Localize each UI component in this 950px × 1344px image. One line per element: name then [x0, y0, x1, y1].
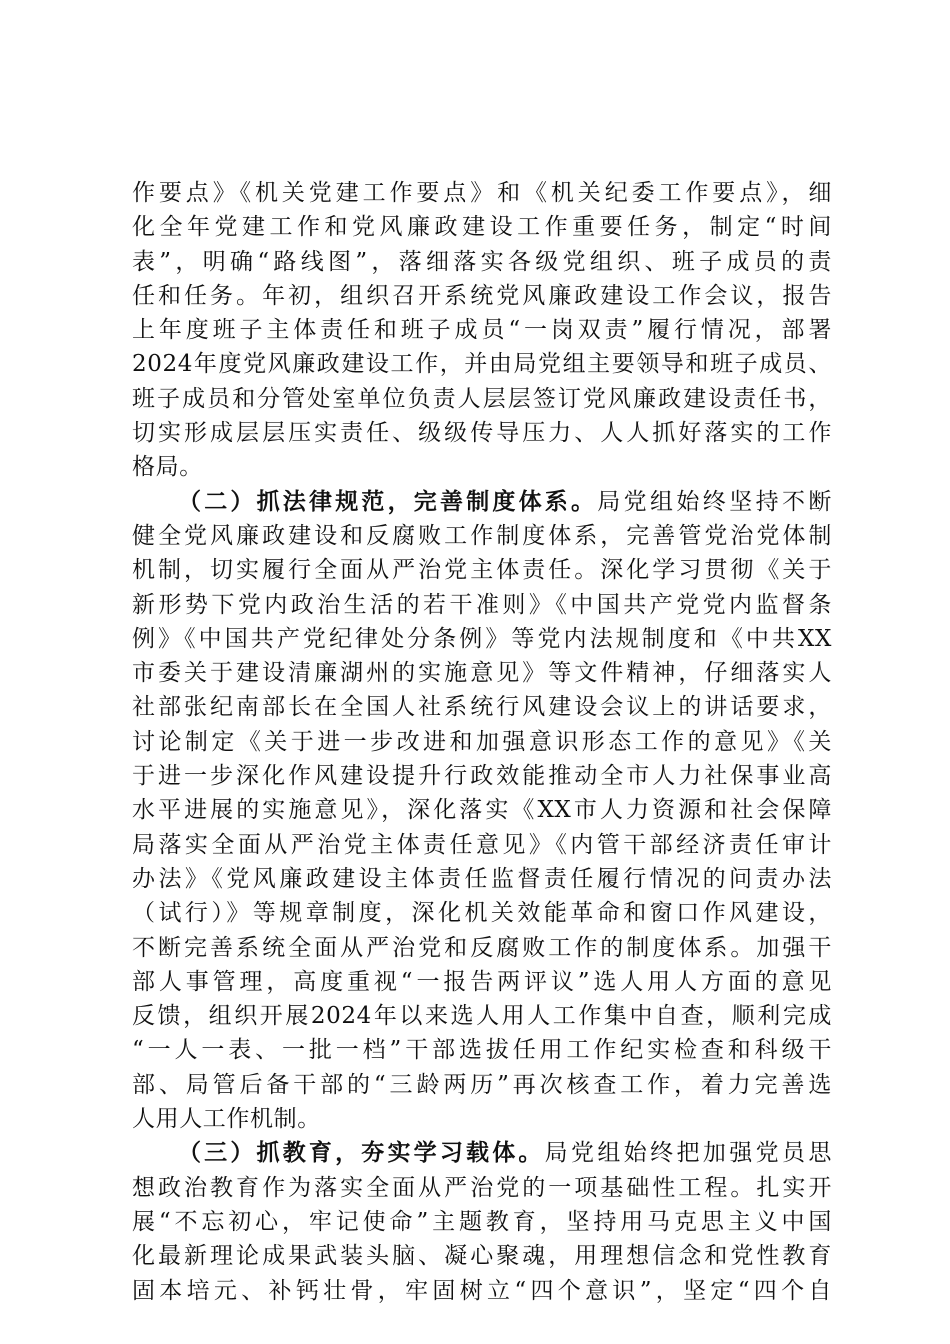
heading-trailing-text: 局党组始终把加强党员思	[544, 1140, 832, 1167]
text-line: 社部张纪南部长在全国人社系统行风建设会议上的讲话要求，	[132, 694, 832, 721]
paragraph-law-system	[132, 485, 832, 1137]
text-line: 固本培元、补钙壮骨，牢固树立“四个意识”，坚定“四个自	[132, 1277, 832, 1304]
text-line: 2024年度党风廉政建设工作，并由局党组主要领导和班子成员、	[132, 351, 832, 378]
text-line: 新形势下党内政治生活的若干准则》《中国共产党党内监督条	[132, 591, 832, 618]
text-line: 讨论制定《关于进一步改进和加强意识形态工作的意见》《关	[132, 728, 832, 755]
text-line	[132, 485, 832, 519]
document-body	[132, 176, 832, 1308]
text-line: 想政治教育作为落实全面从严治党的一项基础性工程。扎实开	[132, 1174, 832, 1201]
text-line: 切实形成层层压实责任、级级传导压力、人人抓好落实的工作	[132, 420, 832, 447]
section-heading: （二）抓法律规范，完善制度体系。	[178, 488, 598, 515]
text-line: 上年度班子主体责任和班子成员“一岗双责”履行情况，部署	[132, 317, 832, 344]
section-heading: （三）抓教育，夯实学习载体。	[178, 1140, 545, 1167]
text-line: 部、局管后备干部的“三龄两历”再次核查工作，着力完善选	[132, 1071, 832, 1098]
text-line: 健全党风廉政建设和反腐败工作制度体系，完善管党治党体制	[132, 522, 832, 549]
text-line: “一人一表、一批一档”干部选拔任用工作纪实检查和科级干	[132, 1037, 832, 1064]
text-line: 例》《中国共产党纪律处分条例》等党内法规制度和《中共XX	[132, 625, 832, 652]
text-line: 化全年党建工作和党风廉政建设工作重要任务，制定“时间	[132, 214, 832, 241]
text-line: 人用人工作机制。	[132, 1106, 321, 1133]
paragraph-continuation	[132, 176, 832, 485]
text-line: 市委关于建设清廉湖州的实施意见》等文件精神，仔细落实人	[132, 660, 832, 687]
text-line: 机制，切实履行全面从严治党主体责任。深化学习贯彻《关于	[132, 557, 832, 584]
text-line: 表”，明确“路线图”，落细落实各级党组织、班子成员的责	[132, 248, 832, 275]
text-line: 班子成员和分管处室单位负责人层层签订党风廉政建设责任书，	[132, 385, 832, 412]
text-line: 局落实全面从严治党主体责任意见》《内管干部经济责任审计	[132, 831, 832, 858]
paragraph-education	[132, 1136, 832, 1307]
text-line: 作要点》《机关党建工作要点》和《机关纪委工作要点》，细	[132, 180, 832, 206]
text-line: 格局。	[132, 454, 203, 481]
text-line: 于进一步深化作风建设提升行政效能推动全市人力社保事业高	[132, 763, 832, 790]
text-line: 反馈，组织开展2024年以来选人用人工作集中自查，顺利完成	[132, 1003, 832, 1030]
text-line: 部人事管理，高度重视“一报告两评议”选人用人方面的意见	[132, 968, 832, 995]
text-line: 办法》《党风廉政建设主体责任监督责任履行情况的问责办法	[132, 865, 832, 892]
text-line: 不断完善系统全面从严治党和反腐败工作的制度体系。加强干	[132, 934, 832, 961]
text-line: （试行）》等规章制度，深化机关效能革命和窗口作风建设，	[132, 900, 832, 927]
text-line: 任和任务。年初，组织召开系统党风廉政建设工作会议，报告	[132, 282, 832, 309]
text-line: 展“不忘初心，牢记使命”主题教育，坚持用马克思主义中国	[132, 1208, 832, 1235]
heading-trailing-text: 局党组始终坚持不断	[597, 488, 832, 515]
text-line: 化最新理论成果武装头脑、凝心聚魂，用理想信念和党性教育	[132, 1243, 832, 1270]
text-line: 水平进展的实施意见》，深化落实《XX市人力资源和社会保障	[132, 797, 832, 824]
text-line	[132, 1136, 832, 1170]
